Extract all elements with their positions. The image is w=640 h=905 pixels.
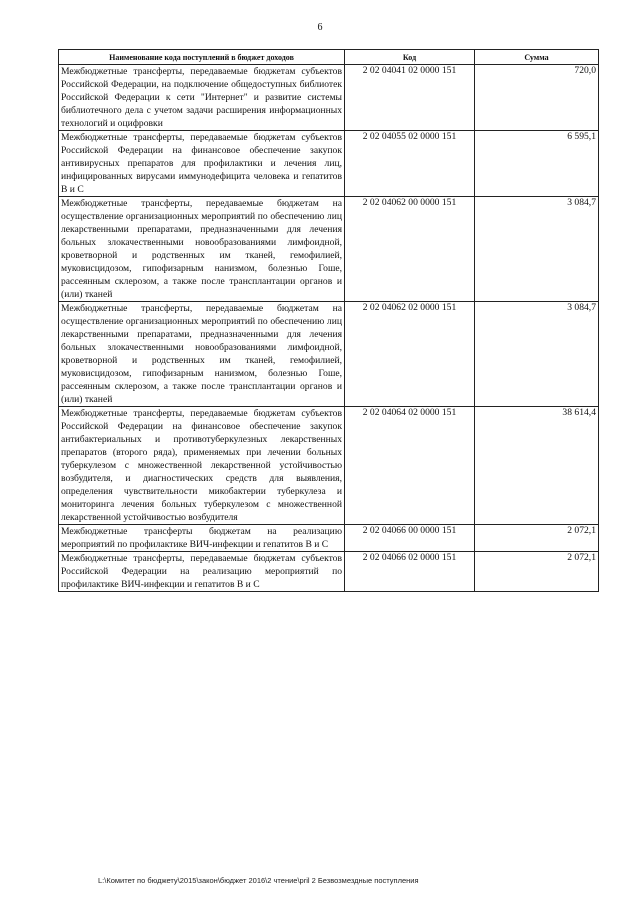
table-row [59, 552, 599, 592]
row-code-cell: 2 02 04055 02 0000 151 [345, 131, 475, 197]
row-code-cell: 2 02 04062 02 0000 151 [345, 302, 475, 407]
row-code-cell: 2 02 04062 00 0000 151 [345, 197, 475, 302]
revenue-table [58, 49, 599, 592]
column-header-name: Наименование кода поступлений в бюджет доходов [59, 50, 345, 65]
row-sum-cell: 2 072,1 [475, 552, 599, 592]
row-name-cell: Межбюджетные трансферты, передаваемые бюджетам субъектов Российской Федерации на финансовое обеспечение закупок антибактериальных и противотуберкулезных лекарственных препаратов (второго ряда), применяемых при лечении больных туберкулезом с множественной лекарственной устойчивостью возбудителя, и диагностических средств для выявления, определения чувствительности микобактерии туберкулеза и мониторинга лечения больных туберкулезом с множественной лекарственной устойчивостью возбудителя [59, 407, 345, 525]
page-number: 6 [317, 22, 323, 33]
table-header-row [59, 50, 599, 65]
column-header-sum: Сумма [475, 50, 599, 65]
row-code-cell: 2 02 04064 02 0000 151 [345, 407, 475, 525]
row-name-cell: Межбюджетные трансферты, передаваемые бюджетам субъектов Российской Федерации на финансовое обеспечение закупок антивирусных препаратов для профилактики и лечения лиц, инфицированных вирусами иммунодефицита человека и гепатитов В и С [59, 131, 345, 197]
row-sum-cell: 720,0 [475, 65, 599, 131]
row-name-cell: Межбюджетные трансферты, передаваемые бюджетам на осуществление организационных мероприятий по обеспечению лиц лекарственными препаратами, предназначенными для лечения больных злокачественными новообразованиями лимфоидной, кроветворной и родственных им тканей, гемофилией, муковисцидозом, гипофизарным нанизмом, болезнью Гоше, рассеянным склерозом, а также после трансплантации органов и (или) тканей [59, 302, 345, 407]
file-path-footer: L:\Комитет по бюджету\2015\закон\бюджет 2016\2 чтение\pril 2 Безвозмездные поступления [98, 876, 419, 885]
table-row [59, 65, 599, 131]
table-row [59, 302, 599, 407]
table-row [59, 525, 599, 552]
row-code-cell: 2 02 04066 00 0000 151 [345, 525, 475, 552]
row-sum-cell: 6 595,1 [475, 131, 599, 197]
row-sum-cell: 38 614,4 [475, 407, 599, 525]
row-code-cell: 2 02 04041 02 0000 151 [345, 65, 475, 131]
row-code-cell: 2 02 04066 02 0000 151 [345, 552, 475, 592]
row-name-cell: Межбюджетные трансферты, передаваемые бюджетам субъектов Российской Федерации на реализацию мероприятий по профилактике ВИЧ-инфекции и гепатитов В и С [59, 552, 345, 592]
row-name-cell: Межбюджетные трансферты бюджетам на реализацию мероприятий по профилактике ВИЧ-инфекции и гепатитов В и С [59, 525, 345, 552]
table-row [59, 407, 599, 525]
column-header-code: Код [345, 50, 475, 65]
table-row [59, 131, 599, 197]
table-row [59, 197, 599, 302]
row-name-cell: Межбюджетные трансферты, передаваемые бюджетам на осуществление организационных мероприятий по обеспечению лиц лекарственными препаратами, предназначенными для лечения больных злокачественными новообразованиями лимфоидной, кроветворной и родственных им тканей, гемофилией, муковисцидозом, гипофизарным нанизмом, болезнью Гоше, рассеянным склерозом, а также после трансплантации органов и (или) тканей [59, 197, 345, 302]
row-name-cell: Межбюджетные трансферты, передаваемые бюджетам субъектов Российской Федерации, на подключение общедоступных библиотек Российской Федерации к сети "Интернет" и развитие системы библиотечного дела с учетом задачи расширения информационных технологий и оцифровки [59, 65, 345, 131]
row-sum-cell: 3 084,7 [475, 197, 599, 302]
row-sum-cell: 3 084,7 [475, 302, 599, 407]
row-sum-cell: 2 072,1 [475, 525, 599, 552]
